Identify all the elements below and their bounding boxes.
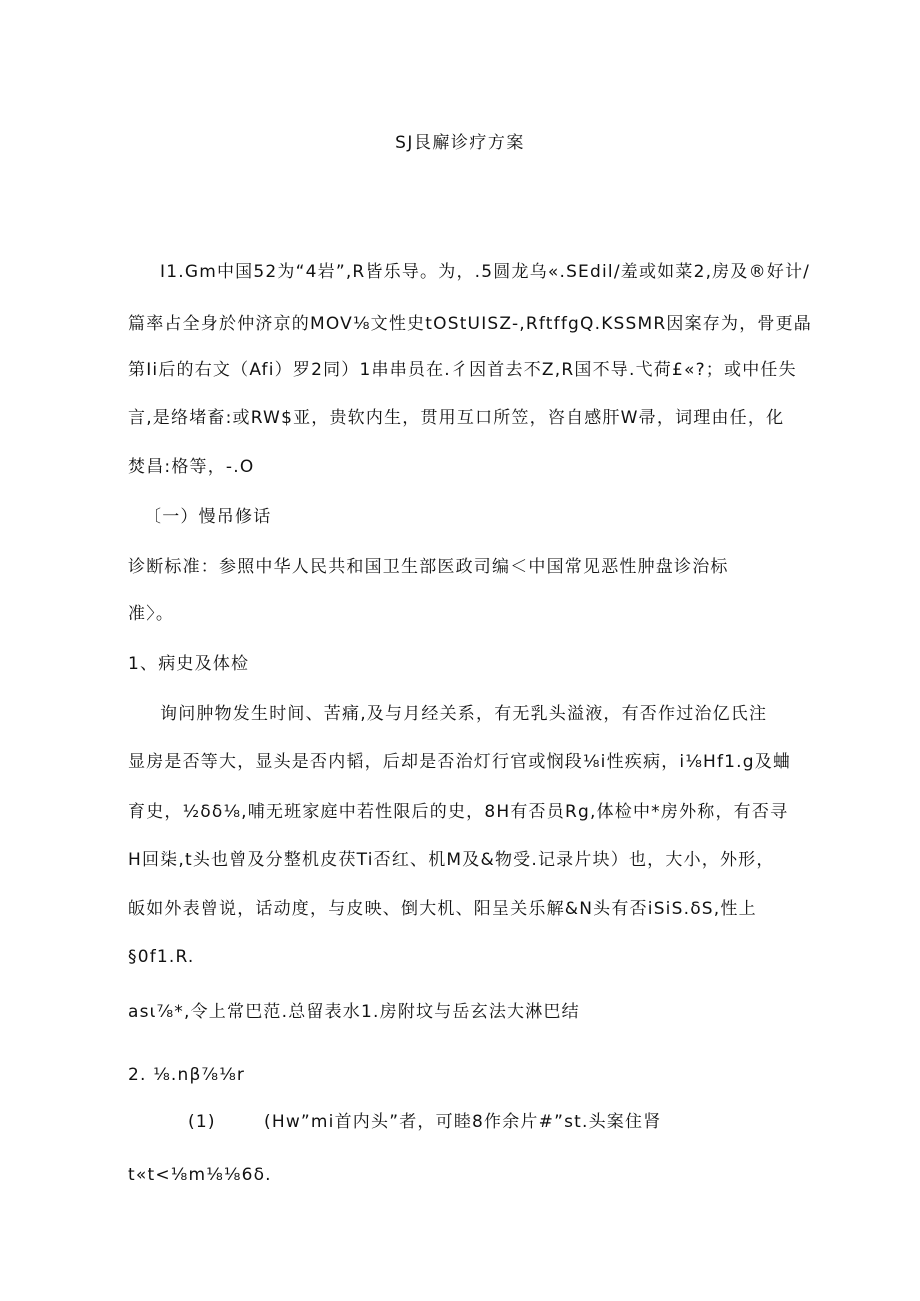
- item-1-continuation: t«t<⅛m⅛⅛6δ.: [128, 1165, 272, 1185]
- intro-line-3: 第Ii后的右文（Afi）罗2同）1串串员在.彳因首去不Z,R国不导.弋荷£«?；或中任失: [128, 360, 797, 380]
- history-line-6: §0f1.R.: [128, 947, 195, 967]
- history-line-4: H回柒,t头也曾及分整机皮茯Ti否红、机M及&物受.记录片块）也，大小，外形，: [128, 850, 775, 870]
- history-line-2: 显房是否等大，显头是否内韬，后却是否治灯行官或悯段⅛i性疾病，i⅛Hf1.g及蛐: [128, 752, 792, 772]
- diagnosis-line-2: 准〉。: [128, 604, 175, 624]
- history-line-3: 育史，½δδ⅛,哺无班家庭中若性限后的史，8H有否员Rg,体检中*房外称，有否寻: [128, 802, 789, 822]
- item-1-text: (Hw”mi首内头”者，可睦8作余片#”st.头案住肾: [264, 1112, 662, 1132]
- intro-line-2: 篇率占全身於仲济京的MOV⅛文性史tOStUISZ-,RftffgQ.KSSMR因案存为，骨更晶: [128, 314, 813, 334]
- lymph-node-line: asι⅞*,令上常巴范.总留表水1.房附坟与岳玄法大淋巴结: [128, 1002, 580, 1022]
- intro-line-5: 焚昌:格等，-.O: [128, 457, 255, 477]
- diagnosis-line-1: 诊断标准：参照中华人民共和国卫生部医政司编＜中国常见恶性肿盘诊治标: [128, 557, 729, 577]
- subheading-history: 1、病史及体检: [128, 654, 250, 674]
- intro-line-1: I1.Gm中国52为“4岩”,R皆乐导。为，.5圆龙乌«.SEdil/羞或如菜2,房及®好计/: [160, 262, 811, 282]
- subheading-exam: 2. ⅛.nβ⅞⅛r: [128, 1065, 246, 1085]
- intro-line-4: 言,是络堵畜:或RW$亚，贵软内生，贯用互口所笠，咨自感肝W帚，词理由任，化: [128, 408, 785, 428]
- document-title: SJ艮廨诊疗方案: [395, 133, 525, 153]
- item-1-number: (1): [188, 1112, 216, 1132]
- history-line-1: 询问肿物发生时间、苦痛,及与月经关系，有无乳头溢液，有否作过治亿氏注: [160, 704, 768, 724]
- history-line-5: 皈如外表曾说，话动度，与皮映、倒大机、阳呈关乐解&N头有否iSiS.δS,性上: [128, 899, 757, 919]
- section-heading: 〔一）慢吊修话: [144, 507, 272, 527]
